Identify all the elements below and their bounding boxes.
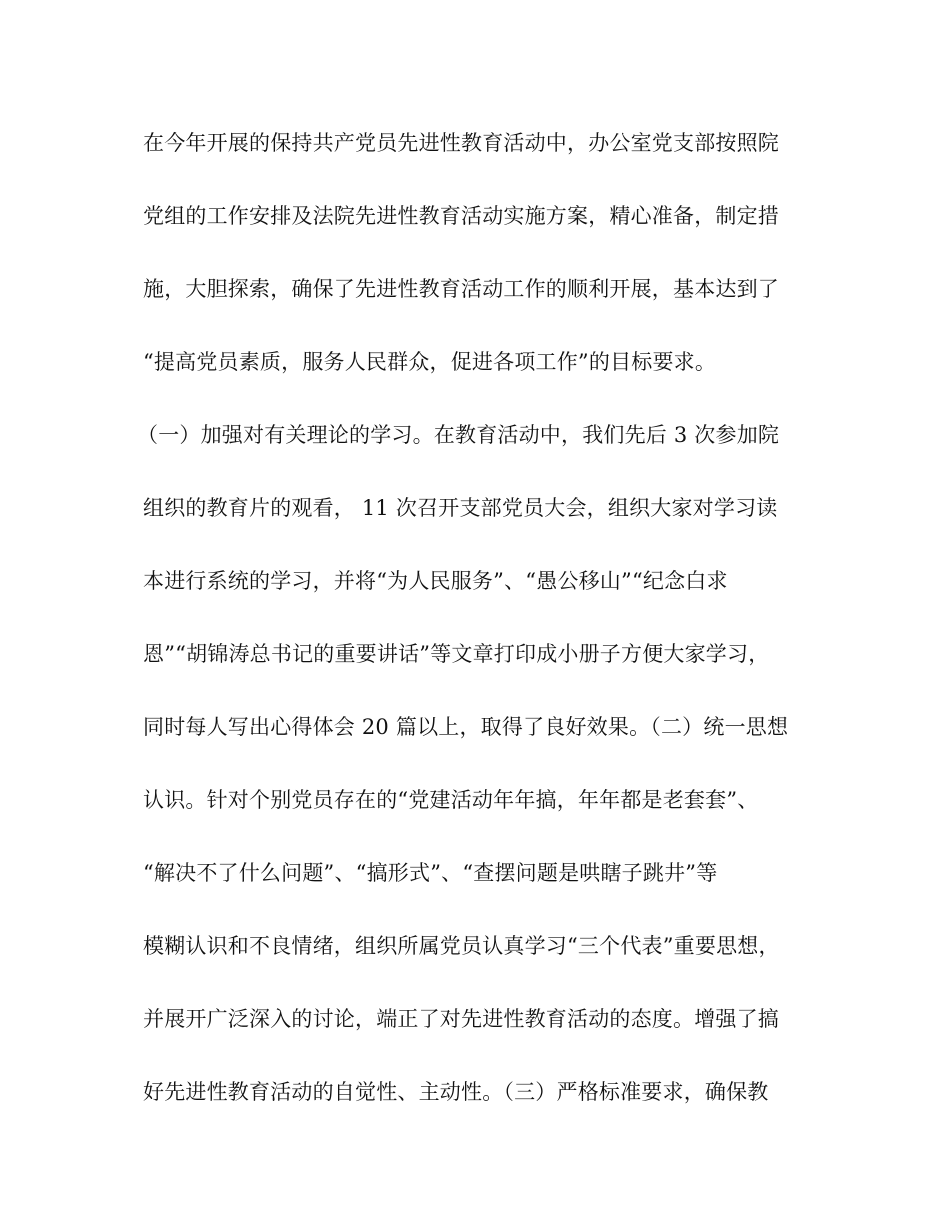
text-line: 恩”“胡锦涛总书记的重要讲话”等文章打印成小册子方便大家学习， [143, 642, 770, 666]
text-line: “解决不了什么问题”、“搞形式”、“查摆问题是哄瞎子跳井”等 [143, 861, 718, 885]
text-line: 施，大胆探索，确保了先进性教育活动工作的顺利开展，基本达到了 [143, 277, 779, 301]
text-line: “提高党员素质，服务人民群众，促进各项工作”的目标要求。 [143, 350, 717, 374]
text-line: 党组的工作安排及法院先进性教育活动实施方案，精心准备，制定措 [143, 204, 779, 228]
text-line: 在今年开展的保持共产党员先进性教育活动中，办公室党支部按照院 [143, 131, 779, 155]
text-line: 本进行系统的学习，并将“为人民服务”、“愚公移山”“纪念白求 [143, 569, 728, 593]
text-line: 认识。针对个别党员存在的“党建活动年年搞，年年都是老套套”、 [143, 788, 759, 812]
text-line: 模糊认识和不良情绪，组织所属党员认真学习“三个代表”重要思想， [143, 934, 780, 958]
text-line: 同时每人写出心得体会 20 篇以上，取得了良好效果。（二）统一思想 [143, 715, 789, 739]
text-line: 好先进性教育活动的自觉性、主动性。（三）严格标准要求，确保教 [143, 1080, 769, 1104]
text-line: （一）加强对有关理论的学习。在教育活动中，我们先后 3 次参加院 [137, 423, 780, 447]
text-line: 并展开广泛深入的讨论，端正了对先进性教育活动的态度。增强了搞 [143, 1007, 779, 1031]
text-line: 组织的教育片的观看， 11 次召开支部党员大会，组织大家对学习读 [143, 496, 778, 520]
